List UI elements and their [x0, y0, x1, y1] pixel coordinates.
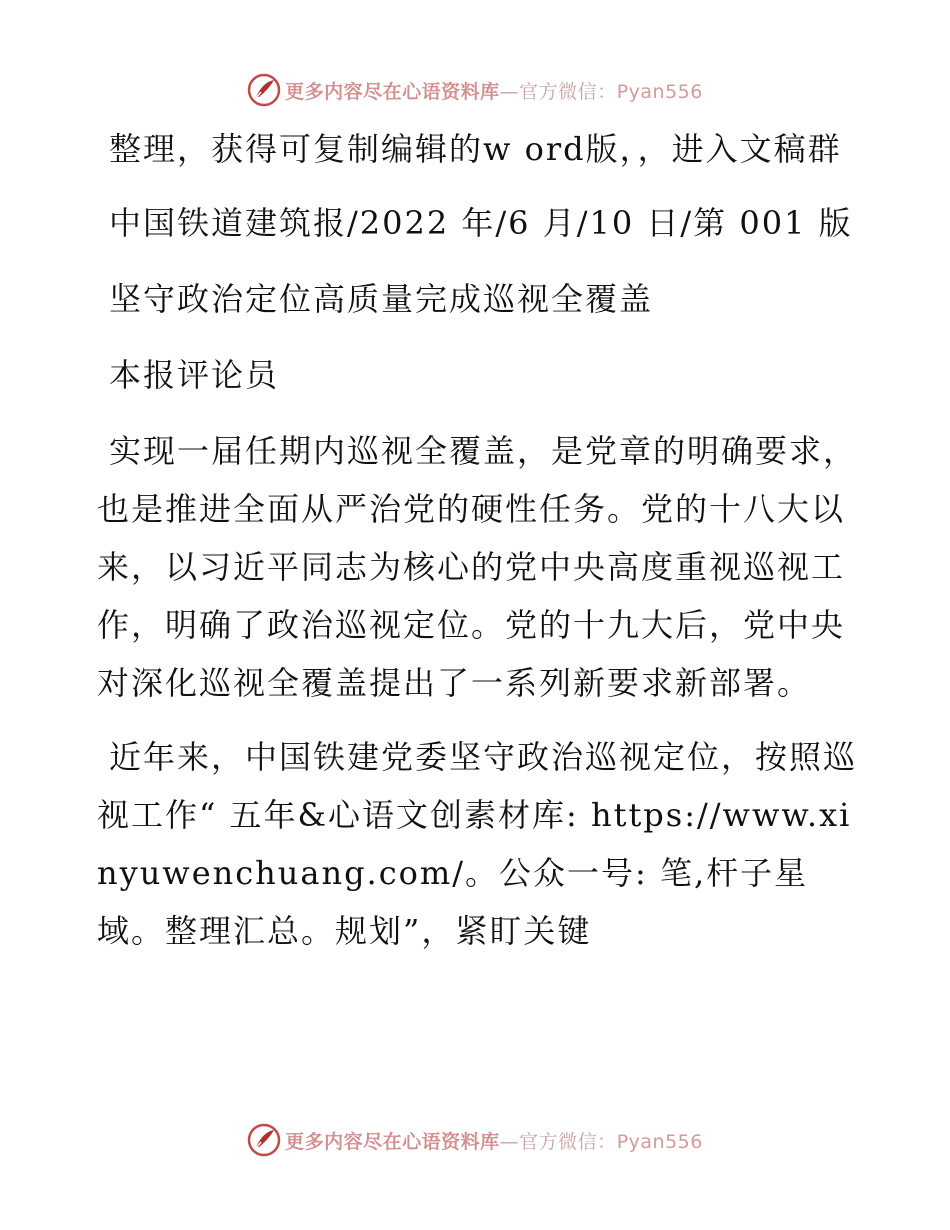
watermark-text: [285, 77, 703, 104]
watermark-text: [285, 1127, 703, 1154]
intro-paragraph: 整理，获得可复制编辑的w ord版，，进入文稿群: [109, 130, 842, 168]
footer-watermark: [0, 1120, 950, 1160]
watermark-main: 更多内容尽在心语资料库: [285, 1130, 500, 1153]
header-watermark: [0, 70, 950, 110]
source-line: 中国铁道建筑报/2022 年/6 月/10 日/第 001 版: [109, 204, 853, 242]
body-paragraph-2: 近年来，中国铁建党委坚守政治巡视定位，按照巡视工作“ 五年&心语文创素材库: https://www.xinyuwenchuang.com/。公众一号: 笔,杆子星域。整理汇总。规划”，紧盯关键: [97, 738, 858, 950]
watermark-id: Pyan556: [616, 80, 703, 103]
watermark-sub: —官方微信：: [499, 80, 617, 103]
quill-logo-icon: [247, 73, 281, 107]
quill-logo-icon: [247, 1123, 281, 1157]
body-paragraph-1: 实现一届任期内巡视全覆盖，是党章的明确要求，也是推进全面从严治党的硬性任务。党的十八大以来，以习近平同志为核心的党中央高度重视巡视工作，明确了政治巡视定位。党的十九大后，党中央对深化巡视全覆盖提出了一系列新要求新部署。: [97, 432, 858, 702]
watermark-id: Pyan556: [616, 1130, 703, 1153]
author-line: 本报评论员: [109, 356, 280, 394]
article-title: 坚守政治定位高质量完成巡视全覆盖: [109, 280, 654, 318]
document-body: [97, 120, 857, 976]
watermark-main: 更多内容尽在心语资料库: [285, 80, 500, 103]
watermark-sub: —官方微信：: [499, 1130, 617, 1153]
